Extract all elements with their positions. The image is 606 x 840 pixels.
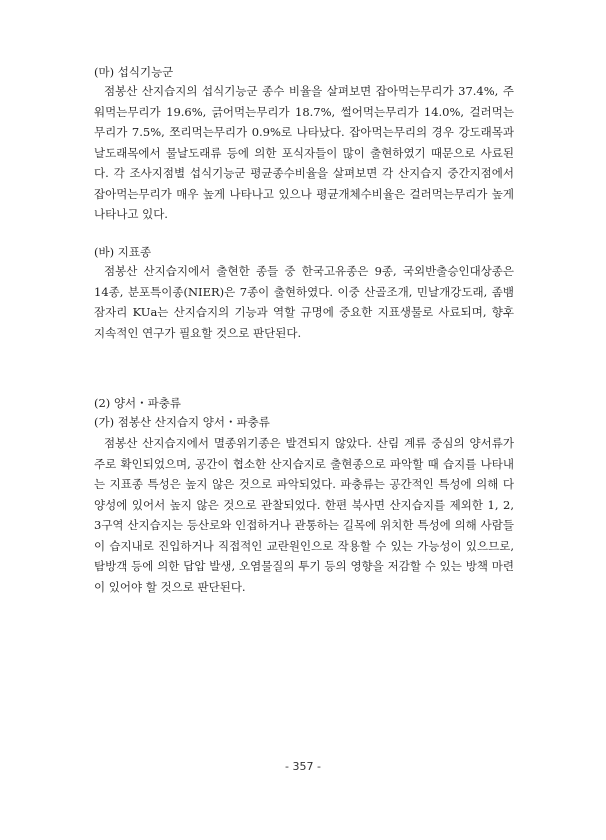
section-heading-feeding-guilds: (마) 섭식기능군 [94,65,174,79]
paragraph-feeding-guilds: 점봉산 산지습지의 섭식기능군 종수 비율을 살펴보면 잡아먹는무리가 37.4%, 주워먹는무리가 19.6%, 긁어먹는무리가 18.7%, 썰어먹는무리가 14.0%, 걸러먹는무리가 7.5%, 쪼리먹는무리가 0.9%로 나타났다. 잡아먹는무리의 경우 강도래목과 날도래목에서 물날도래류 등에 의한 포식자들이 많이 출현하였기 때문으로 사료된다. 각 조사지점별 섭식기능군 평균종수비율을 살펴보면 각 산지습지 중간지점에서 잡아먹는무리가 매우 높게 나타나고 있으나 평균개체수비율은 걸러먹는무리가 높게 나타나고 있다. [94,84,514,221]
subsection-heading-jeombongsan-amphibians: (가) 점봉산 산지습지 양서・파충류 [94,415,270,429]
paragraph-amphibians-reptiles: 점봉산 산지습지에서 멸종위기종은 발견되지 않았다. 산림 계류 중심의 양서류가 주로 확인되었으며, 공간이 협소한 산지습지로 출현종으로 파악할 때 습지를 나타내는 지표종 특성은 높지 않은 것으로 파악되었다. 파충류는 공간적인 특성에 의해 다양성에 있어서 높지 않은 것으로 관찰되었다. 한편 북사면 산지습지를 제외한 1, 2, 3구역 산지습지는 등산로와 인접하거나 관통하는 길목에 위치한 특성에 의해 사람들이 습지내로 진입하거나 직접적인 교란원인으로 작용할 수 있는 가능성이 있으므로, 탐방객 등에 의한 답압 발생, 오염물질의 투기 등의 영향을 저감할 수 있는 방책 마련이 있어야 할 것으로 판단된다. [94,436,514,594]
section-heading-amphibians-reptiles: (2) 양서・파충류 [94,396,181,410]
paragraph-indicator-species: 점봉산 산지습지에서 출현한 종들 중 한국고유종은 9종, 국외반출승인대상종은 14종, 분포특이종(NIER)은 7종이 출현하였다. 이중 산골조개, 민날개강도래, 좀뱀잠자리 KUa는 산지습지의 기능과 역할 규명에 중요한 지표생물로 사료되며, 향후 지속적인 연구가 필요할 것으로 판단된다. [94,264,514,340]
section-heading-indicator-species: (바) 지표종 [94,245,152,259]
page-number: - 357 - [285,760,321,773]
